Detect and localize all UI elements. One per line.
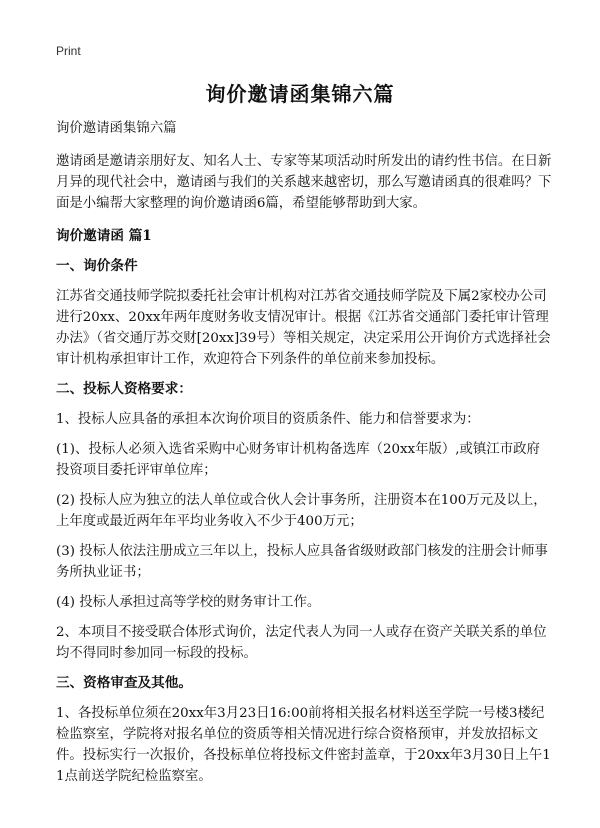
paragraph-qualification-intro: 1、投标人应具备的承担本次询价项目的资质条件、能力和信誉要求为： <box>56 412 480 427</box>
intro-paragraph: 邀请函是邀请亲朋好友、知名人士、专家等某项活动时所发出的请约性书信。在日新月异的现代社会中，邀请函与我们的关系越来越密切，那么写邀请函真的很难吗？下面是小编帮大家整理的询价邀请函6篇，希望能够帮助到大家。 <box>56 154 552 211</box>
section-title: 询价邀请函 篇1 <box>56 228 152 244</box>
paragraph-qualification-1: (1)、投标人必须入选省采购中心财务审计机构备选库（20xx年版）,或镇江市政府投资项目委托评审单位库； <box>56 442 540 478</box>
heading-inquiry-conditions: 一、询价条件 <box>56 258 138 274</box>
heading-bidder-qualifications: 二、投标人资格要求： <box>56 381 192 397</box>
print-link[interactable]: Print <box>56 44 81 58</box>
paragraph-qualification-4: (4) 投标人承担过高等学校的财务审计工作。 <box>56 595 321 610</box>
heading-qualification-review: 三、资格审查及其他。 <box>56 675 192 691</box>
document-title: 询价邀请函集锦六篇 <box>205 82 395 106</box>
paragraph-submission-deadline: 1、各投标单位须在20xx年3月23日16:00前将相关报名材料送至学院一号楼3楼纪检监察室，学院将对报名单位的资质等相关情况进行综合资格预审，并发放招标文件。投标实行一次报价，各投标单位将投标文件密封盖章，于20xx年3月30日上午11点前送学院纪检监察室。 <box>56 706 551 784</box>
paragraph-qualification-2: (2) 投标人应为独立的法人单位或合伙人会计事务所，注册资本在100万元及以上，上年度或最近两年年平均业务收入不少于400万元； <box>56 493 547 529</box>
paragraph-qualification-3: (3) 投标人依法注册成立三年以上，投标人应具备省级财政部门核发的注册会计师事务所执业证书； <box>56 544 548 580</box>
document-body <box>56 118 552 796</box>
paragraph-inquiry-conditions: 江苏省交通技师学院拟委托社会审计机构对江苏省交通技师学院及下属2家校办公司进行20xx、20xx年两年度财务收支情况审计。根据《江苏省交通部门委托审计管理办法》（省交通厅苏交财[20xx]39号）等相关规定，决定采用公开询价方式选择社会审计机构承担审计工作，欢迎符合下列条件的单位前来参加投标。 <box>56 289 551 367</box>
paragraph-no-consortium: 2、本项目不接受联合体形式询价，法定代表人为同一人或存在资产关联关系的单位均不得同时参加同一标段的投标。 <box>56 625 547 661</box>
document-subtitle: 询价邀请函集锦六篇 <box>56 121 177 136</box>
